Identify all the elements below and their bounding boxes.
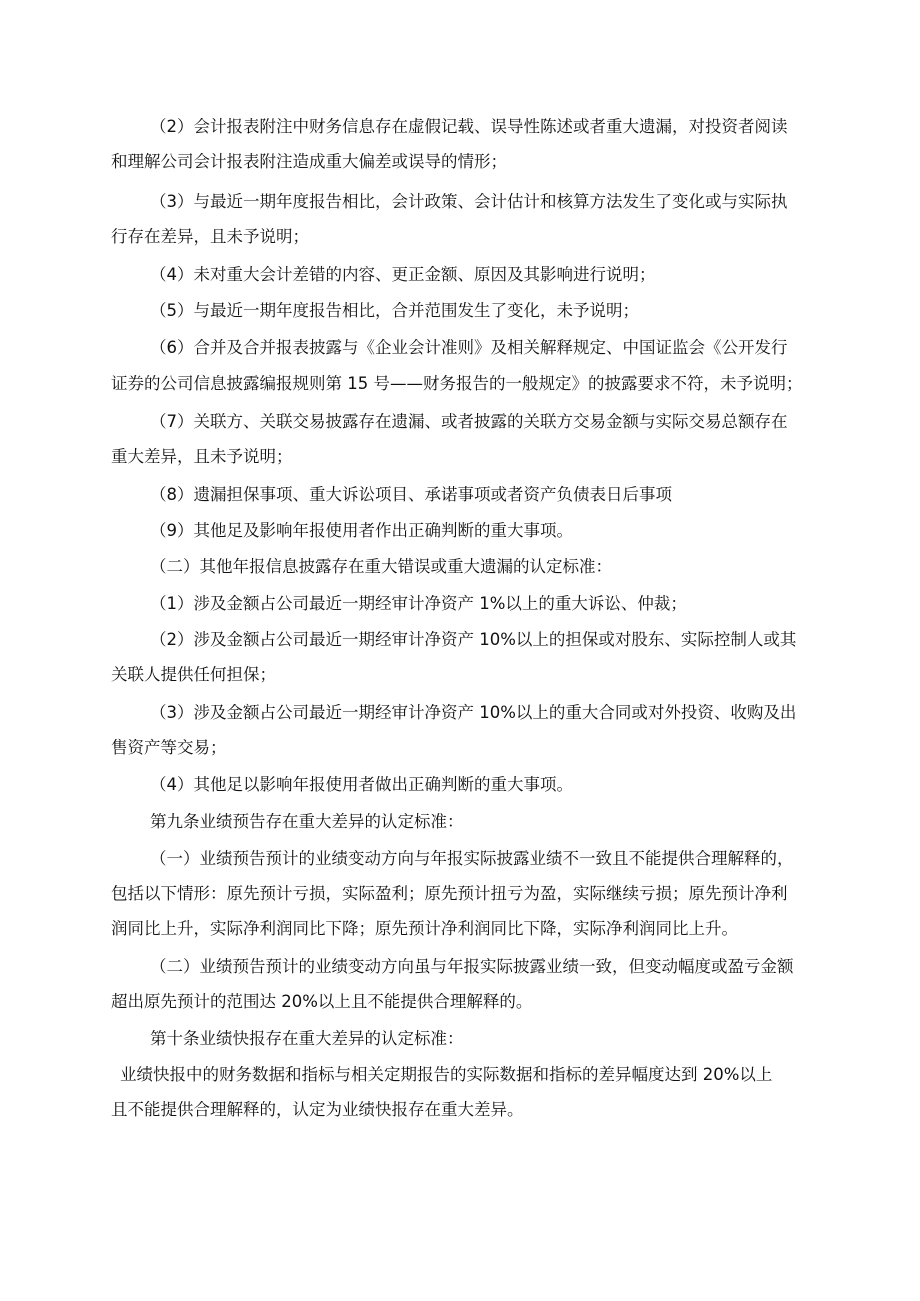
paragraph-12-line-1: （3）涉及金额占公司最近一期经审计净资产 10%以上的重大合同或对外投资、收购及出 <box>150 703 797 722</box>
paragraph-15-line-1: （一）业绩预告预计的业绩变动方向与年报实际披露业绩不一致且不能提供合理解释的， <box>150 849 794 868</box>
article-10-heading: 第十条业绩快报存在重大差异的认定标准： <box>150 1029 464 1048</box>
paragraph-16-line-1: （二）业绩预告预计的业绩变动方向虽与年报实际披露业绩一致，但变动幅度或盈亏金额 <box>150 957 794 976</box>
paragraph-2-line-2: 行存在差异，且未予说明； <box>111 227 309 246</box>
paragraph-11-line-1: （2）涉及金额占公司最近一期经审计净资产 10%以上的担保或对股东、实际控制人或其 <box>150 630 797 649</box>
article-9-heading: 第九条业绩预告存在重大差异的认定标准： <box>150 812 464 831</box>
paragraph-16-line-2: 超出原先预计的范围达 20%以上且不能提供合理解释的。 <box>111 992 533 1011</box>
paragraph-1-line-1: （2）会计报表附注中财务信息存在虚假记载、误导性陈述或者重大遗漏，对投资者阅读 <box>150 117 788 136</box>
paragraph-8: （9）其他足及影响年报使用者作出正确判断的重大事项。 <box>150 521 573 540</box>
paragraph-1-line-2: 和理解公司会计报表附注造成重大偏差或误导的情形； <box>111 152 507 171</box>
paragraph-11-line-2: 关联人提供任何担保； <box>111 665 276 684</box>
paragraph-13: （4）其他足以影响年报使用者做出正确判断的重大事项。 <box>150 775 573 794</box>
paragraph-6-line-1: （7）关联方、关联交易披露存在遗漏、或者披露的关联方交易金额与实际交易总额存在 <box>150 412 788 431</box>
paragraph-18-line-1: 业绩快报中的财务数据和指标与相关定期报告的实际数据和指标的差异幅度达到 20%以上 <box>120 1065 773 1084</box>
paragraph-15-line-2: 包括以下情形：原先预计亏损，实际盈利；原先预计扭亏为盈，实际继续亏损；原先预计净利 <box>111 884 788 903</box>
paragraph-9: （二）其他年报信息披露存在重大错误或重大遗漏的认定标准： <box>150 557 612 576</box>
paragraph-18-line-2: 且不能提供合理解释的，认定为业绩快报存在重大差异。 <box>111 1100 524 1119</box>
paragraph-4: （5）与最近一期年度报告相比，合并范围发生了变化，未予说明； <box>150 301 639 320</box>
paragraph-6-line-2: 重大差异，且未予说明； <box>111 447 293 466</box>
paragraph-3: （4）未对重大会计差错的内容、更正金额、原因及其影响进行说明； <box>150 265 656 284</box>
paragraph-5-line-2: 证券的公司信息披露编报规则第 15 号——财务报告的一般规定》的披露要求不符，未予说明； <box>111 374 803 393</box>
paragraph-5-line-1: （6）合并及合并报表披露与《企业会计准则》及相关解释规定、中国证监会《公开发行 <box>150 338 788 357</box>
paragraph-10: （1）涉及金额占公司最近一期经审计净资产 1%以上的重大诉讼、仲裁； <box>150 594 687 613</box>
paragraph-15-line-3: 润同比上升，实际净利润同比下降；原先预计净利润同比下降，实际净利润同比上升。 <box>111 919 738 938</box>
paragraph-7: （8）遗漏担保事项、重大诉讼项目、承诺事项或者资产负债表日后事项 <box>150 485 672 504</box>
paragraph-12-line-2: 售资产等交易； <box>111 738 227 757</box>
paragraph-2-line-1: （3）与最近一期年度报告相比，会计政策、会计估计和核算方法发生了变化或与实际执 <box>150 192 788 211</box>
